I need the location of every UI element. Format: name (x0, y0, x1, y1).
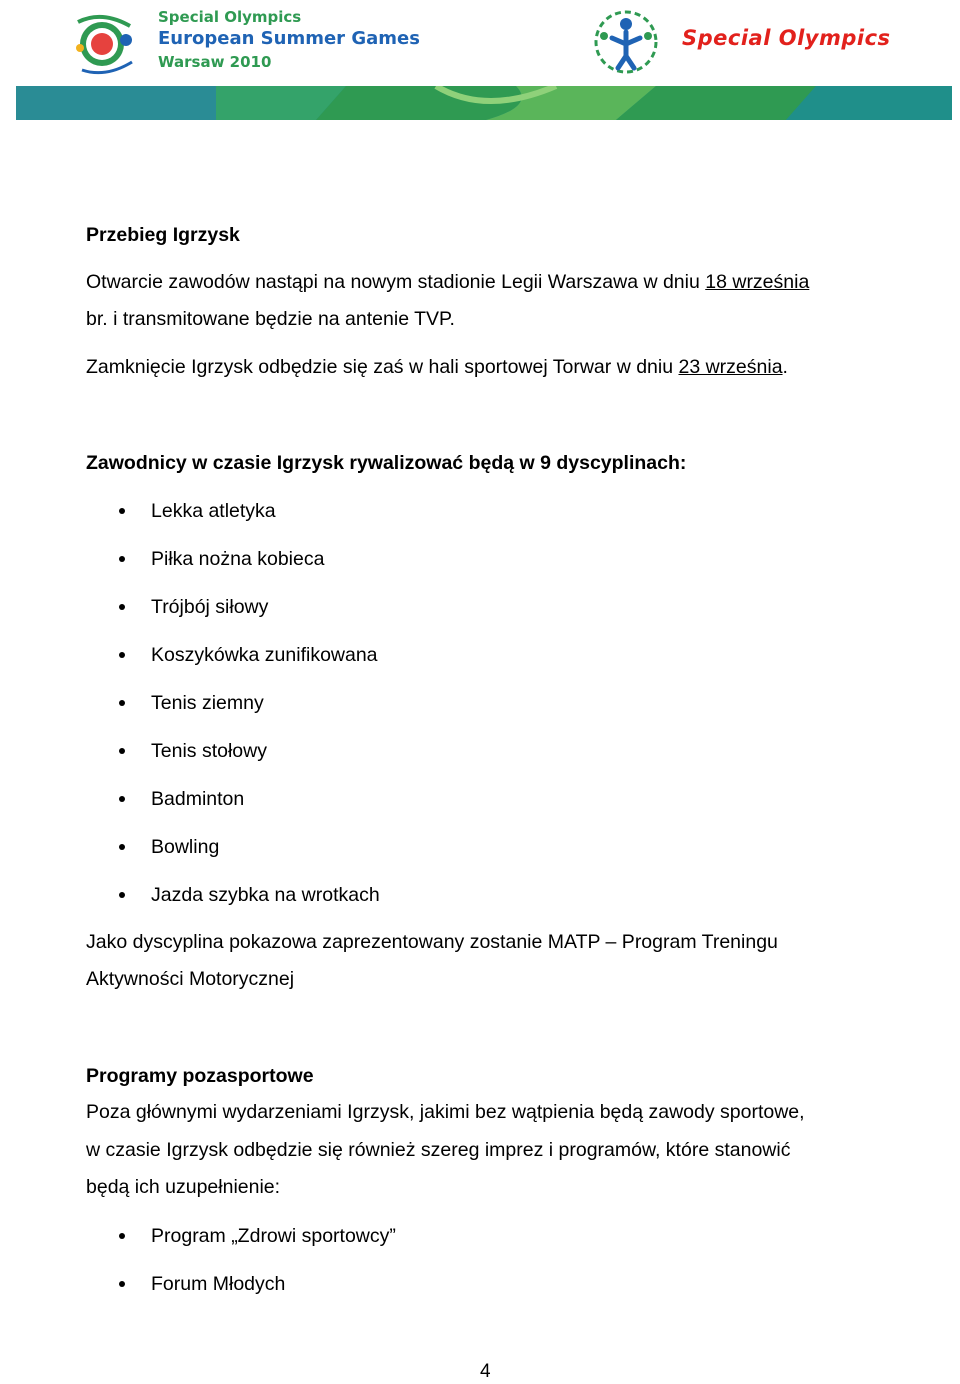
list-item: Bowling (151, 836, 220, 858)
bullet-icon (119, 1233, 125, 1239)
page-header (0, 0, 960, 122)
opening-paragraph (86, 264, 809, 302)
closing-end: . (782, 356, 788, 378)
list-item: Piłka nożna kobieca (151, 548, 325, 570)
list-item: Badminton (151, 788, 245, 810)
opening-text: Otwarcie zawodów nastąpi na nowym stadionie Legii Warszawa w dniu (86, 271, 706, 293)
bullet-icon (119, 748, 125, 754)
bullet-icon (119, 796, 125, 802)
list-item: Forum Młodych (151, 1273, 286, 1295)
header-banner (16, 86, 952, 120)
list-item: Jazda szybka na wrotkach (151, 884, 380, 906)
page-number: 4 (480, 1361, 491, 1382)
closing-text: Zamknięcie Igrzysk odbędzie się zaś w hali sportowej Torwar w dniu (86, 356, 679, 378)
closing-date: 23 września (678, 356, 783, 378)
bullet-icon (119, 700, 125, 706)
bullet-icon (119, 652, 125, 658)
list-item: Program „Zdrowi sportowcy” (151, 1225, 396, 1247)
demo-discipline-line1: Jako dyscyplina pokazowa zaprezentowany zostanie MATP – Program Treningu (86, 931, 778, 953)
list-item: Tenis ziemny (151, 692, 264, 714)
list-item: Koszykówka zunifikowana (151, 644, 378, 666)
event-title-line2: European Summer Games (158, 28, 420, 49)
opening-paragraph-cont: br. i transmitowane będzie na antenie TVP. (86, 308, 455, 330)
list-item: Lekka atletyka (151, 500, 276, 522)
bullet-icon (119, 844, 125, 850)
list-item: Tenis stołowy (151, 740, 267, 762)
bullet-icon (119, 508, 125, 514)
bullet-icon (119, 556, 125, 562)
programs-paragraph-line1: Poza głównymi wydarzeniami Igrzysk, jakimi bez wątpienia będą zawody sportowe, (86, 1101, 805, 1123)
closing-paragraph (86, 349, 788, 387)
programs-paragraph-line2: w czasie Igrzysk odbędzie się również szereg imprez i programów, które stanowić (86, 1139, 791, 1161)
bullet-icon (119, 892, 125, 898)
bullet-icon (119, 604, 125, 610)
event-title-line1: Special Olympics (158, 8, 302, 26)
section-heading-programy: Programy pozasportowe (86, 1065, 314, 1087)
special-olympics-brand: Special Olympics (682, 26, 891, 50)
programs-paragraph-line3: będą ich uzupełnienie: (86, 1176, 281, 1198)
demo-discipline-line2: Aktywności Motorycznej (86, 968, 295, 990)
event-title-line3: Warsaw 2010 (158, 53, 272, 71)
opening-date: 18 września (705, 271, 810, 293)
list-item: Trójbój siłowy (151, 596, 269, 618)
european-games-logo-icon (72, 8, 138, 78)
bullet-icon (119, 1281, 125, 1287)
disciplines-intro: Zawodnicy w czasie Igrzysk rywalizować będą w 9 dyscyplinach: (86, 452, 687, 474)
event-title (158, 10, 420, 70)
special-olympics-emblem-icon (590, 6, 662, 78)
section-heading-przebieg: Przebieg Igrzysk (86, 224, 240, 246)
